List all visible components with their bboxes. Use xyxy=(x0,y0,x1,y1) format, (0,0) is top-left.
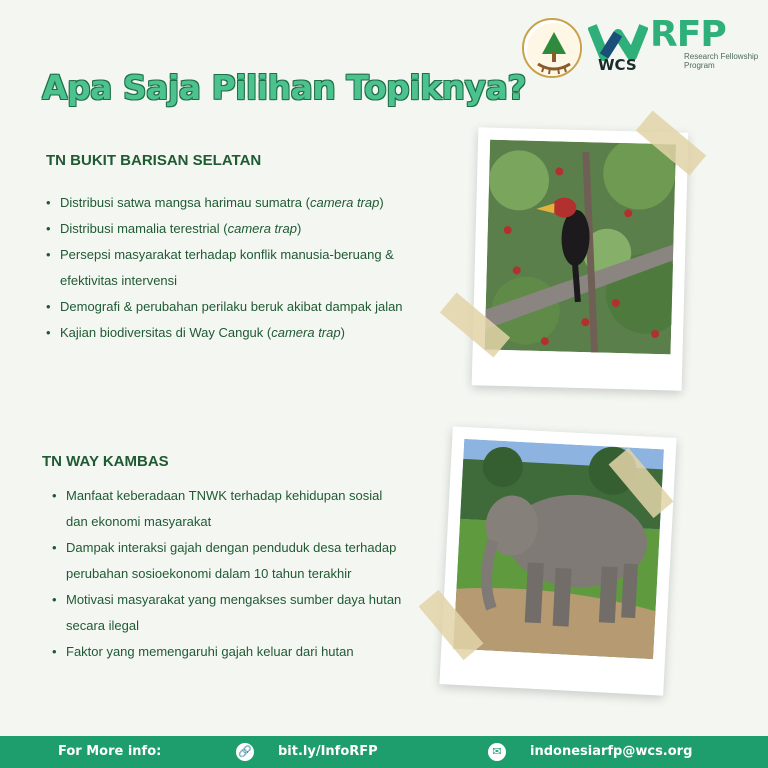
list-item: • Dampak interaksi gajah dengan penduduk desa terhadap xyxy=(50,535,401,561)
topic-list-bukit-barisan xyxy=(44,190,403,346)
link-icon: 🔗 xyxy=(236,743,254,761)
list-item: • Kajian biodiversitas di Way Canguk (camera trap) xyxy=(44,320,403,346)
hornbill-photo xyxy=(472,127,689,390)
list-item: • Manfaat keberadaan TNWK terhadap kehidupan sosial xyxy=(50,483,401,509)
list-item: • Distribusi mamalia terestrial (camera trap) xyxy=(44,216,403,242)
list-item: • Distribusi satwa mangsa harimau sumatra (camera trap) xyxy=(44,190,403,216)
ministry-seal-icon xyxy=(524,20,582,78)
footer-email[interactable]: indonesiarfp@wcs.org xyxy=(530,744,693,759)
ministry-seal-logo xyxy=(522,18,582,78)
list-item: secara ilegal xyxy=(66,618,139,633)
list-item: • Demografi & perubahan perilaku beruk akibat dampak jalan xyxy=(44,294,403,320)
section-title-bukit-barisan: TN BUKIT BARISAN SELATAN xyxy=(46,152,262,169)
footer-link[interactable]: bit.ly/InfoRFP xyxy=(278,744,378,759)
list-item: • Faktor yang memengaruhi gajah keluar dari hutan xyxy=(50,639,401,665)
list-item: efektivitas intervensi xyxy=(60,273,178,288)
footer-label: For More info: xyxy=(58,744,162,759)
list-item: • Persepsi masyarakat terhadap konflik manusia-beruang & xyxy=(44,242,403,268)
footer-bar xyxy=(0,736,768,768)
list-item: perubahan sosioekonomi dalam 10 tahun terakhir xyxy=(66,566,352,581)
email-icon: ✉ xyxy=(488,743,506,761)
rfp-logo-subtitle: Research Fellowship Program xyxy=(684,52,759,70)
list-item: dan ekonomi masyarakat xyxy=(66,514,212,529)
hornbill-photo-icon xyxy=(485,140,676,355)
page-title: Apa Saja Pilihan Topiknya? xyxy=(42,68,526,107)
list-item: • Motivasi masyarakat yang mengakses sumber daya hutan xyxy=(50,587,401,613)
topic-list-way-kambas xyxy=(50,483,401,665)
wcs-logo-text: WCS xyxy=(598,56,637,74)
rfp-logo-text: RFP xyxy=(650,14,726,55)
section-title-way-kambas: TN WAY KAMBAS xyxy=(42,453,169,470)
